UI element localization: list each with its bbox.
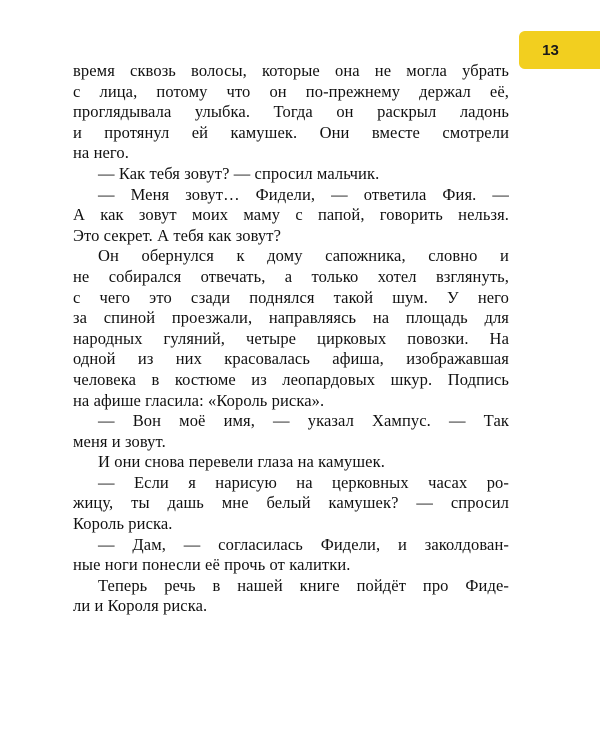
page-number-tab — [519, 31, 600, 69]
text-line: за спиной проезжали, направляясь на площадь для — [73, 308, 509, 328]
text-line: человека в костюме из леопардовых шкур. Подпись — [73, 369, 509, 389]
text-line: с чего это сзади поднялся такой шум. У него — [73, 287, 509, 307]
text-line: — Как тебя зовут? — спросил мальчик. — [98, 163, 380, 183]
text-line: меня и зовут. — [73, 431, 166, 451]
text-line: проглядывала улыбка. Тогда он раскрыл ладонь — [73, 102, 509, 122]
text-line: время сквозь волосы, которые она не могла убрать — [73, 61, 509, 80]
page-number: 13 — [542, 41, 559, 59]
text-line: на него. — [73, 143, 129, 163]
text-line: Это секрет. А тебя как зовут? — [73, 225, 282, 245]
text-line: — Если я нарисую на церковных часах ро- — [98, 472, 509, 492]
text-line: с лица, потому что он по-прежнему держал её, — [73, 81, 509, 101]
text-line: Король риска. — [73, 514, 173, 534]
text-line: — Дам, — согласилась Фидели, и заколдован- — [98, 534, 509, 554]
text-line: Он обернулся к дому сапожника, словно и — [98, 246, 509, 266]
text-line: И они снова перевели глаза на камушек. — [98, 452, 385, 472]
text-line: Теперь речь в нашей книге пойдёт про Фиде- — [98, 575, 509, 595]
text-line: ли и Короля риска. — [73, 596, 208, 616]
text-line: народных гуляний, четыре цирковых повозки. На — [73, 328, 509, 348]
text-line: на афише гласила: «Король риска». — [73, 390, 325, 410]
text-line: ные ноги понесли её прочь от калитки. — [73, 555, 351, 575]
text-line: и протянул ей камушек. Они вместе смотрели — [73, 122, 509, 142]
text-line: жицу, ты дашь мне белый камушек? — спросил — [73, 493, 509, 513]
text-line: одной из них красовалась афиша, изображавшая — [73, 349, 509, 369]
text-line: — Вон моё имя, — указал Хампус. — Так — [98, 411, 509, 431]
text-line: А как зовут моих маму с папой, говорить нельзя. — [73, 205, 509, 225]
book-text — [73, 61, 509, 617]
text-line: — Меня зовут… Фидели, — ответила Фия. — — [98, 184, 509, 204]
text-line: не собирался отвечать, а только хотел взглянуть, — [73, 266, 509, 286]
